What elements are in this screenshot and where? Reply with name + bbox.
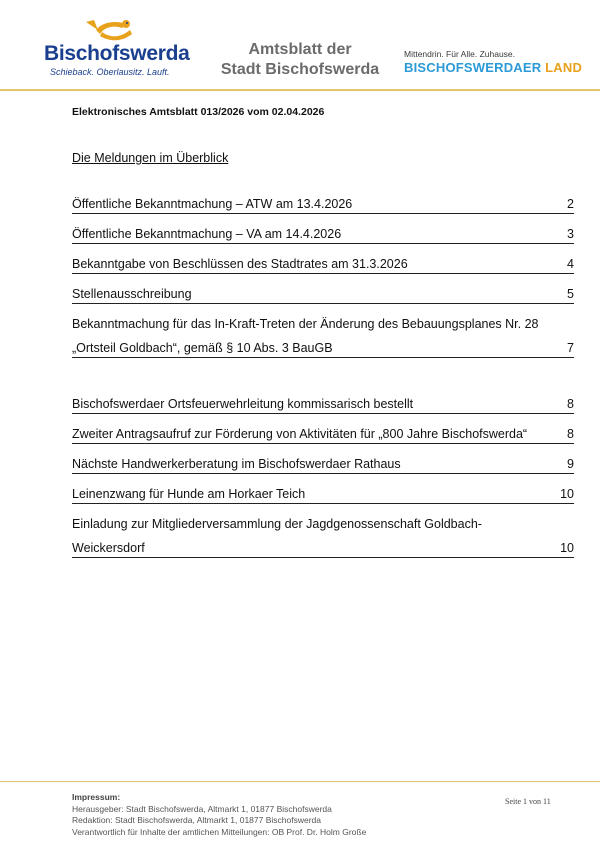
header-divider	[0, 89, 600, 91]
toc-entry-title: Bischofswerdaer Ortsfeuerwehrleitung kommissarisch bestellt	[72, 397, 414, 411]
overview-heading: Die Meldungen im Überblick	[72, 151, 229, 165]
region-logo-tagline: Mittendrin. Für Alle. Zuhause.	[404, 49, 516, 59]
toc-entry[interactable]	[72, 425, 574, 444]
imprint-heading: Impressum:	[72, 792, 121, 802]
toc-entry-title: Bekanntmachung für das In-Kraft-Treten der Änderung des Bebauungsplanes Nr. 28	[72, 317, 539, 331]
imprint-responsible: Verantwortlich für Inhalte der amtlichen Mitteilungen: OB Prof. Dr. Holm Große	[72, 826, 367, 837]
toc-entry-page: 5	[567, 287, 574, 301]
toc-entry-line	[72, 425, 574, 443]
region-brand-part1: BISCHOFSWERDAER	[404, 60, 542, 75]
toc-entry-page: 9	[567, 457, 574, 471]
toc-entry-line	[72, 285, 574, 303]
region-brand-part2: LAND	[545, 60, 583, 75]
toc-entry[interactable]	[72, 455, 574, 474]
title-line-1: Amtsblatt der	[248, 41, 352, 58]
toc-entry[interactable]	[72, 485, 574, 504]
toc-entry-line	[72, 195, 574, 213]
toc-entry-line	[72, 339, 574, 357]
city-logo-name: Bischofswerda	[44, 42, 190, 65]
region-logo	[404, 49, 584, 75]
document-header	[0, 0, 600, 90]
toc-entry[interactable]	[72, 315, 574, 358]
city-logo-tagline: Schieback. Oberlausitz. Lauft.	[50, 67, 170, 77]
toc-entry-page: 8	[567, 397, 574, 411]
city-logo	[44, 16, 190, 82]
toc-entry[interactable]	[72, 515, 574, 558]
toc-entry-title: Einladung zur Mitgliederversammlung der Jagdgenossenschaft Goldbach-	[72, 517, 482, 531]
toc-entry-title: Öffentliche Bekanntmachung – VA am 14.4.2026	[72, 227, 342, 241]
toc-entry[interactable]	[72, 285, 574, 304]
toc-entry-title: Nächste Handwerkerberatung im Bischofswerdaer Rathaus	[72, 457, 401, 471]
toc-entry-title: Leinenzwang für Hunde am Horkaer Teich	[72, 487, 306, 501]
toc-entry-page: 2	[567, 197, 574, 211]
toc-entry-page: 8	[567, 427, 574, 441]
toc-entry-page: 7	[567, 341, 574, 355]
title-line-2: Stadt Bischofswerda	[220, 61, 380, 78]
toc-entry-line	[72, 539, 574, 557]
toc-entry-title: Öffentliche Bekanntmachung – ATW am 13.4.2026	[72, 197, 353, 211]
toc-entry[interactable]	[72, 195, 574, 214]
footer-divider	[0, 781, 600, 782]
imprint-editorial: Redaktion: Stadt Bischofswerda, Altmarkt 1, 01877 Bischofswerda	[72, 815, 321, 825]
bird-logo-icon	[82, 16, 134, 44]
toc-entry-title: „Ortsteil Goldbach“, gemäß § 10 Abs. 3 BauGB	[72, 341, 333, 355]
toc-entry-page: 10	[560, 487, 574, 501]
toc-entry[interactable]	[72, 395, 574, 414]
toc-entry-line	[72, 255, 574, 273]
toc-entry-line	[72, 315, 574, 333]
toc-entry-line	[72, 225, 574, 243]
toc-entry-title: Stellenausschreibung	[72, 287, 192, 301]
toc-entry-title: Weickersdorf	[72, 541, 145, 555]
toc-entry[interactable]	[72, 225, 574, 244]
toc-entry-line	[72, 515, 574, 533]
region-logo-brand	[404, 60, 584, 75]
imprint	[72, 792, 366, 838]
imprint-publisher: Herausgeber: Stadt Bischofswerda, Altmarkt 1, 01877 Bischofswerda	[72, 803, 332, 814]
toc-entry-line	[72, 485, 574, 503]
toc-entry-page: 10	[560, 541, 574, 555]
page-number: Seite 1 von 11	[505, 797, 551, 806]
toc-entry-title: Zweiter Antragsaufruf zur Förderung von Aktivitäten für „800 Jahre Bischofswerda“	[72, 427, 528, 441]
toc-entry-page: 4	[567, 257, 574, 271]
issue-line: Elektronisches Amtsblatt 013/2026 vom 02.04.2026	[72, 106, 325, 118]
toc-entry-page: 3	[567, 227, 574, 241]
toc-entry-line	[72, 455, 574, 473]
document-title	[210, 40, 390, 80]
toc-entry-line	[72, 395, 574, 413]
toc-entry-title: Bekanntgabe von Beschlüssen des Stadtrates am 31.3.2026	[72, 257, 408, 271]
toc-entry[interactable]	[72, 255, 574, 274]
